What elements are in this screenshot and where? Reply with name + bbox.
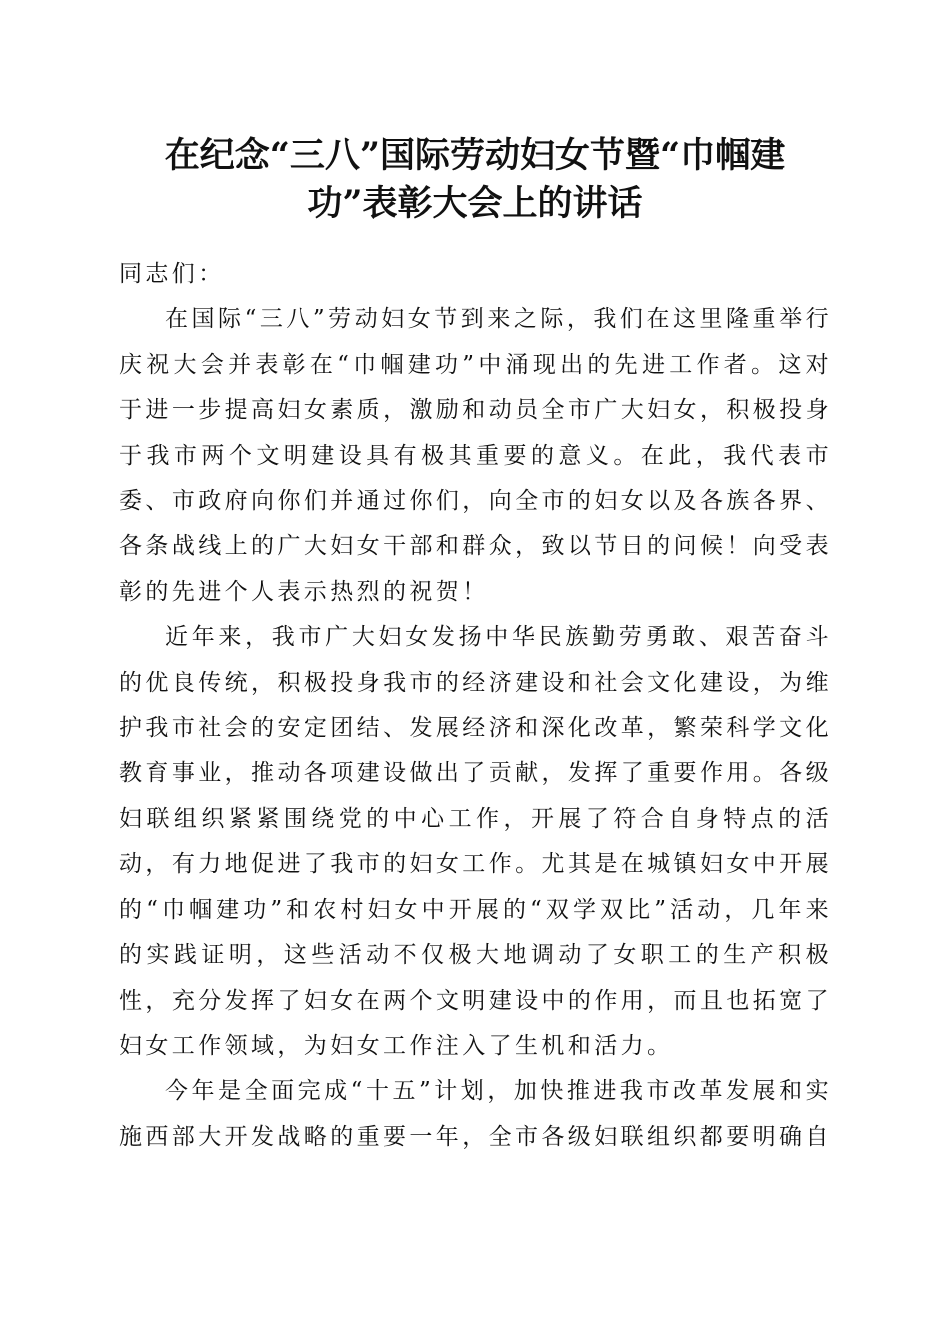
title-line-1: 在纪念“三八”国际劳动妇女节暨“巾帼建 bbox=[164, 135, 786, 176]
paragraph-2: 近年来，我市广大妇女发扬中华民族勤劳勇敢、艰苦奋斗的优良传统，积极投身我市的经济建设和社会文化建设，为维护我市社会的安定团结、发展经济和深化改革，繁荣科学文化教育事业，推动各项建设做出了贡献，发挥了重要作用。各级妇联组织紧紧围绕党的中心工作，开展了符合自身特点的活动，有力地促进了我市的妇女工作。尤其是在城镇妇女中开展的“巾帼建功”和农村妇女中开展的“双学双比”活动，几年来的实践证明，这些活动不仅极大地调动了女职工的生产积极性，充分发挥了妇女在两个文明建设中的作用，而且也拓宽了妇女工作领域，为妇女工作注入了生机和活力。 bbox=[119, 624, 832, 1059]
paragraph-3: 今年是全面完成“十五”计划，加快推进我市改革发展和实施西部大开发战略的重要一年，全市各级妇联组织都要明确自 bbox=[119, 1078, 832, 1150]
title-line-2: 功”表彰大会上的讲话 bbox=[307, 183, 643, 224]
document-body bbox=[119, 252, 832, 1160]
document-title bbox=[110, 132, 840, 228]
paragraph-1: 在国际“三八”劳动妇女节到来之际，我们在这里隆重举行庆祝大会并表彰在“巾帼建功”中涌现出的先进工作者。这对于进一步提高妇女素质，激励和动员全市广大妇女，积极投身于我市两个文明建设具有极其重要的意义。在此，我代表市委、市政府向你们并通过你们，向全市的妇女以及各族各界、各条战线上的广大妇女干部和群众，致以节日的问候！向受表彰的先进个人表示热烈的祝贺！ bbox=[119, 306, 832, 605]
salutation: 同志们： bbox=[119, 261, 225, 287]
